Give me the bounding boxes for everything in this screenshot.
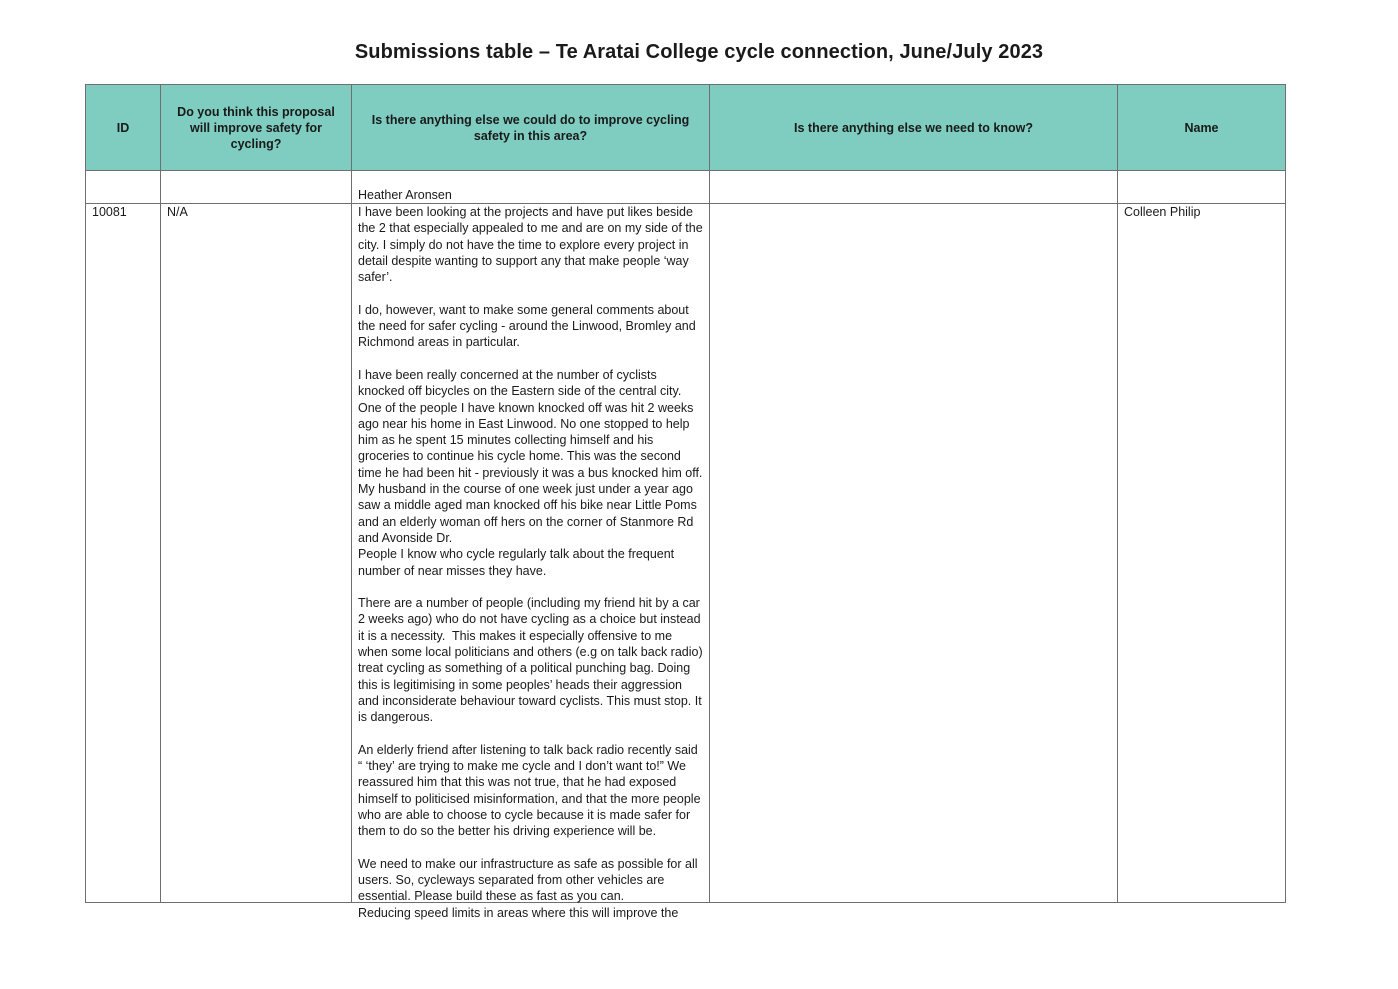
header-safety: Do you think this proposal will improve safety for cycling? [161,85,352,171]
cell-id: 10081 [86,204,161,903]
header-name: Name [1118,85,1286,171]
header-id: ID [86,85,161,171]
submission-text: I have been looking at the projects and have put likes beside the 2 that especially appealed to me and are on my side of the city. I simply do not have the time to explore every project in detail despite wanting to support any that make people ‘way safer’. I do, however, want to make some general comments about the need for safer cycling - around the Linwood, Bromley and Richmond areas in particular. I have been really concerned at the number of cyclists knocked off bicycles on the Eastern side of the central city. One of the people I have known knocked off was hit 2 weeks ago near his home in East Linwood. No one stopped to help him as he spent 15 minutes collecting himself and his groceries to continue his cycle home. This was the second time he had been hit - previously it was a bus knocked him off. My husband in the course of one week just under a year ago saw a middle aged man knocked off his bike near Little Poms and an elderly woman off hers on the corner of Stanmore Rd and Avonside Dr. People I know who cycle regularly talk about the frequent number of near misses they have. There are a number of people (including my friend hit by a car 2 weeks ago) who do not have cycling as a choice but instead it is a necessity. This makes it especially offensive to me when some local politicians and others (e.g on talk back radio) treat cycling as something of a political punching bag. Doing this is legitimising in some peoples’ heads their aggression and inconsiderate behaviour toward cyclists. This must stop. It is dangerous. An elderly friend after listening to talk back radio recently said “ ‘they’ are trying to make me cycle and I don’t want to!” We reassured him that this was not true, that he had exposed himself to politicised misinformation, and that the more people who are able to choose to cycle because it is made safer for them to do so the better his driving experience will be. We need to make our infrastructure as safe as possible for all users. So, cycleways separated from other vehicles are essential. Please build these as fast as you can. Reducing speed limits in areas where this will improve the [358,205,703,920]
spacer-cell-id [86,171,161,204]
submissions-table [85,84,1286,920]
spacer-cell-improve: Heather Aronsen [352,171,710,204]
cell-safety: N/A [161,204,352,903]
page-title: Submissions table – Te Aratai College cycle connection, June/July 2023 [354,41,1044,63]
cell-know [710,204,1118,903]
cell-name: Colleen Philip [1118,204,1286,903]
cell-improve [352,204,710,920]
header-row [86,85,1286,171]
header-improve: Is there anything else we could do to improve cycling safety in this area? [352,85,710,171]
header-know: Is there anything else we need to know? [710,85,1118,171]
spacer-cell-name [1118,171,1286,204]
spacer-cell-safety [161,171,352,204]
table-row [86,204,1286,903]
spacer-cell-know [710,171,1118,204]
table-row [86,171,1286,204]
